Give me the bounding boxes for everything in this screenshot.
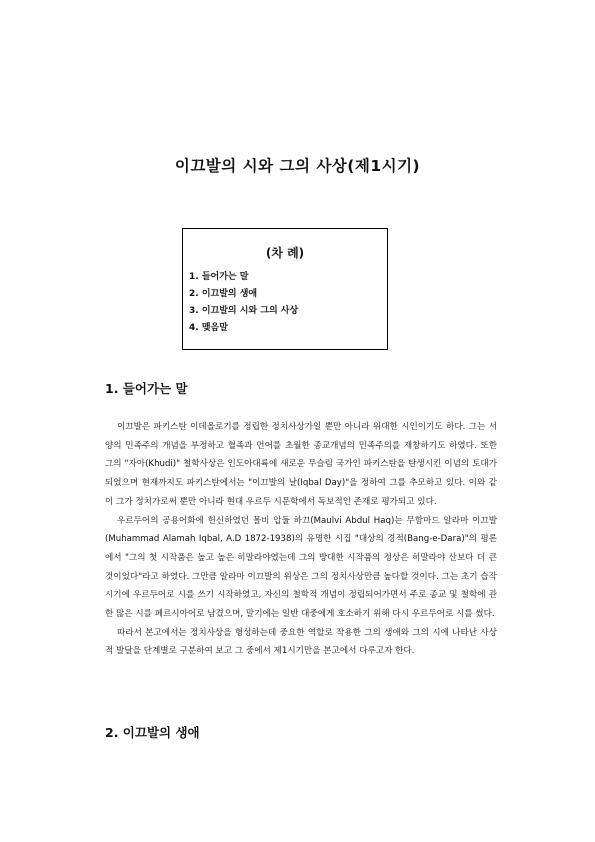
- section-heading-life: 2. 이끄발의 생애: [105, 725, 200, 740]
- table-of-contents: [182, 228, 388, 350]
- section-heading-introduction: 1. 들어가는 말: [105, 381, 188, 396]
- paragraph: 우르두어의 공용어화에 헌신하였던 몰비 압둘 하끄(Maulvi Abdul Haq)는 무함마드 알라마 이끄발(Muhammad Alamah Iqbal, A.D 1872-1938)의 유명한 시집 "대상의 경적(Bang-e-Dara)"의 평론에서 "그의 첫 시작품은 높고 높은 히말라야였는데 그의 방대한 시작품의 정상은 히말라야 산보다 더 큰 것이었다"라고 하였다. 그만큼 알라마 이끄발의 위상은 그의 정치사상만큼 높다할 것이다. 그는 초기 습작시기에 우르두어로 시를 쓰기 시작하였고, 자신의 철학적 개념이 정립되어가면서 주로 종교 및 철학에 관한 많은 시를 페르시아어로 남겼으며, 말기에는 일반 대중에게 호소하기 위해 다시 우르두어로 시를 썼다.: [105, 515, 497, 620]
- paragraph: 따라서 본고에서는 정치사상을 형성하는데 중요한 역할로 작용한 그의 생애와 그의 시에 나타난 사상적 발달을 단계별로 구분하여 보고 그 중에서 제1시기만을 본고에서 다루고자 한다.: [105, 627, 497, 657]
- toc-item-conclusion: 4. 맺음말: [189, 323, 228, 333]
- section-body-introduction: [105, 418, 497, 661]
- toc-heading: (차 례): [265, 246, 305, 260]
- toc-item-life: 2. 이끄발의 생애: [189, 289, 258, 299]
- toc-item-poetry-thought: 3. 이끄발의 시와 그의 사상: [189, 306, 299, 316]
- document-title: 이끄발의 시와 그의 사상(제1시기): [174, 157, 421, 175]
- paragraph: 이끄발은 파키스탄 이데올로기를 정립한 정치사상가일 뿐만 아니라 위대한 시인이기도 하다. 그는 서양의 민족주의 개념을 부정하고 혈족과 언어를 초월한 종교개념의 민족주의를 재창하기도 하였다. 또한 그의 "자아(Khudi)" 철학사상은 인도아대륙에 새로운 무슬림 국가인 파키스탄을 탄생시킨 이념의 토대가 되었으며 현재까지도 파키스탄에서는 "이끄발의 날(Iqbal Day)"을 정하여 그를 추모하고 있다. 이와 같이 그가 정치가로써 뿐만 아니라 현대 우르두 시문학에서 독보적인 존재로 평가되고 있다.: [105, 422, 497, 507]
- toc-item-introduction: 1. 들어가는 말: [189, 272, 249, 282]
- toc-list: [189, 269, 298, 337]
